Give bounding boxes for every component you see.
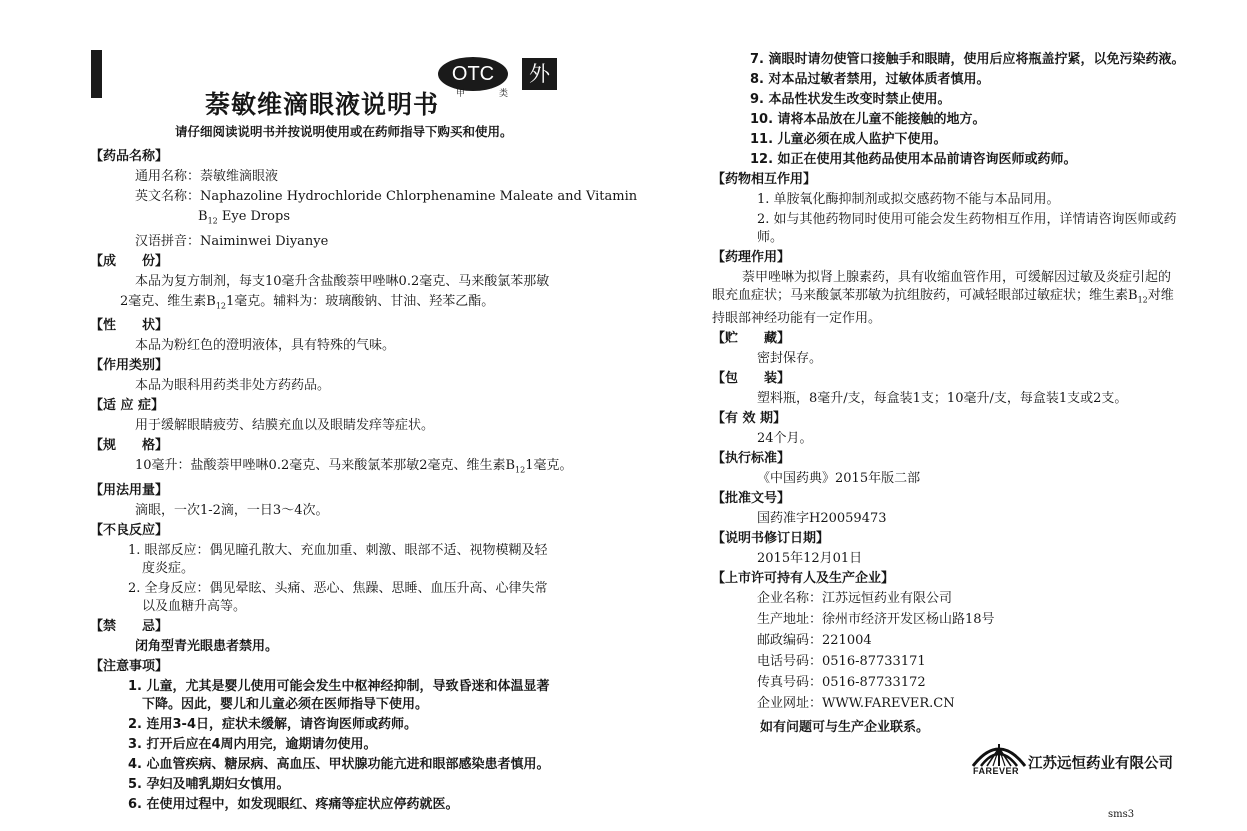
logo-brand: FAREVER: [973, 766, 1020, 776]
section-header-manufacturer: 【上市许可持有人及生产企业】: [712, 570, 895, 586]
precaution-item: 11. 儿童必须在成人监护下使用。: [750, 132, 947, 147]
properties-text: 本品为粉红色的澄明液体，具有特殊的气味。: [135, 338, 396, 354]
company-logo-text: 江苏远恒药业有限公司: [1028, 756, 1173, 772]
document-title: 萘敏维滴眼液说明书: [205, 90, 440, 119]
manufacturer-line: 电话号码：0516-87733171: [757, 653, 926, 669]
section-header-package: 【包 装】: [712, 370, 791, 386]
precaution-item: 12. 如正在使用其他药品使用本品前请咨询医师或药师。: [750, 152, 1077, 167]
approval-text: 国药准字H20059473: [757, 510, 887, 526]
adverse-item-1: 1. 眼部反应：偶见瞳孔散大、充血加重、刺激、眼部不适、视物模糊及轻度炎症。: [128, 542, 548, 576]
section-header-category: 【作用类别】: [90, 358, 169, 374]
otc-class-label: 甲 类: [456, 89, 508, 99]
precaution-item: 8. 对本品过敏者禁用，过敏体质者慎用。: [750, 72, 990, 87]
section-header-revision: 【说明书修订日期】: [712, 530, 830, 546]
section-header-name: 【药品名称】: [90, 149, 169, 164]
manufacturer-line: 邮政编码：221004: [757, 632, 872, 648]
precaution-item: 1. 儿童，尤其是婴儿使用可能会发生中枢神经抑制，导致昏迷和体温显著下降。因此，婴儿和儿童必须在医师指导下使用。: [128, 678, 550, 712]
standard-text: 《中国药典》2015年版二部: [757, 470, 921, 486]
manufacturer-line: 传真号码：0516-87733172: [757, 674, 926, 690]
right-column: [712, 51, 1192, 716]
section-header-expiry: 【有 效 期】: [712, 410, 787, 426]
section-header-specification: 【规 格】: [90, 438, 169, 454]
section-header-indications: 【适 应 症】: [90, 398, 165, 414]
precaution-item: 4. 心血管疾病、糖尿病、高血压、甲状腺功能亢进和眼部感染患者慎用。: [128, 756, 550, 772]
precaution-item: 6. 在使用过程中，如发现眼红、疼痛等症状应停药就医。: [128, 796, 459, 812]
indications-text: 用于缓解眼睛疲劳、结膜充血以及眼睛发痒等症状。: [135, 418, 435, 434]
manufacturer-line: 生产地址：徐州市经济开发区杨山路18号: [757, 611, 995, 627]
precaution-item: 10. 请将本品放在儿童不能接触的地方。: [750, 112, 986, 127]
section-header-composition: 【成 份】: [90, 253, 169, 269]
package-text: 塑料瓶，8毫升/支，每盒装1支；10毫升/支，每盒装1支或2支。: [757, 390, 1128, 406]
precaution-item: 9. 本品性状发生改变时禁止使用。: [750, 92, 951, 107]
contraindications-text: 闭角型青光眼患者禁用。: [135, 638, 279, 654]
precaution-item: 3. 打开后应在4周内用完，逾期请勿使用。: [128, 736, 377, 752]
section-header-properties: 【性 状】: [90, 318, 169, 334]
section-header-approval: 【批准文号】: [712, 490, 791, 506]
section-header-storage: 【贮 藏】: [712, 330, 791, 346]
interaction-item-2: 2. 如与其他药物同时使用可能会发生药物相互作用，详情请咨询医师或药师。: [757, 212, 1177, 245]
storage-text: 密封保存。: [757, 350, 823, 366]
english-name-cont: $B_{12}$ Eye Drops: [198, 209, 290, 226]
revision-text: 2015年12月01日: [757, 550, 863, 566]
otc-badge: OTC: [438, 57, 508, 91]
manufacturer-line: 企业名称：江苏远恒药业有限公司: [757, 590, 953, 606]
section-header-standard: 【执行标准】: [712, 450, 791, 466]
precaution-item: 5. 孕妇及哺乳期妇女慎用。: [128, 776, 290, 792]
precaution-item: 7. 滴眼时请勿使管口接触手和眼睛，使用后应将瓶盖拧紧，以免污染药液。: [750, 52, 1185, 67]
composition-line2: 2毫克、维生素$B_{12}1$毫克。辅料为：玻璃酸钠、甘油、羟苯乙酯。: [120, 293, 495, 311]
specification-text: 10毫升：盐酸萘甲唑啉0.2毫克、马来酸氯苯那敏2毫克、维生素$B_{12}1$毫克。: [135, 458, 573, 475]
reading-notice: 请仔细阅读说明书并按说明使用或在药师指导下购买和使用。: [175, 124, 513, 139]
contact-notice: 如有问题可与生产企业联系。: [760, 720, 930, 735]
category-text: 本品为眼科用药类非处方药药品。: [135, 378, 331, 394]
pharmacology-text: 萘甲唑啉为拟肾上腺素药，具有收缩血管作用，可缓解因过敏及炎症引起的眼充血症状；马来酸氯苯那敏为抗组胺药，可减轻眼部过敏症状；维生素$B_{12}$对维持眼部神经功能有一定作用。: [712, 270, 1174, 326]
expiry-text: 24个月。: [757, 430, 813, 446]
composition-line1: 本品为复方制剂，每支10毫升含盐酸萘甲唑啉0.2毫克、马来酸氯苯那敏: [135, 273, 550, 289]
section-header-contraindications: 【禁 忌】: [90, 618, 169, 634]
left-column: [90, 148, 638, 816]
adverse-item-2: 2. 全身反应：偶见晕眩、头痛、恶心、焦躁、思睡、血压升高、心律失常以及血糖升高等。: [128, 580, 548, 614]
black-marker-bar: [91, 50, 102, 98]
manufacturer-line: 企业网址：WWW.FAREVER.CN: [757, 695, 955, 711]
external-use-badge: 外: [522, 58, 557, 90]
document-code: sms3: [1108, 809, 1135, 820]
section-header-pharmacology: 【药理作用】: [712, 250, 791, 265]
english-name: 英文名称：Naphazoline Hydrochloride Chlorphenamine Maleate and Vitamin: [135, 189, 638, 204]
generic-name: 通用名称：萘敏维滴眼液: [135, 169, 279, 184]
section-header-precautions: 【注意事项】: [90, 658, 169, 674]
section-header-interactions: 【药物相互作用】: [712, 172, 817, 187]
dosage-text: 滴眼，一次1-2滴，一日3～4次。: [135, 502, 329, 518]
precaution-item: 2. 连用3-4日，症状未缓解，请咨询医师或药师。: [128, 716, 417, 732]
interaction-item-1: 1. 单胺氧化酶抑制剂或拟交感药物不能与本品同用。: [757, 192, 1060, 207]
section-header-adverse: 【不良反应】: [90, 522, 169, 538]
pinyin-name: 汉语拼音：Naiminwei Diyanye: [135, 233, 329, 249]
section-header-dosage: 【用法用量】: [90, 482, 169, 498]
